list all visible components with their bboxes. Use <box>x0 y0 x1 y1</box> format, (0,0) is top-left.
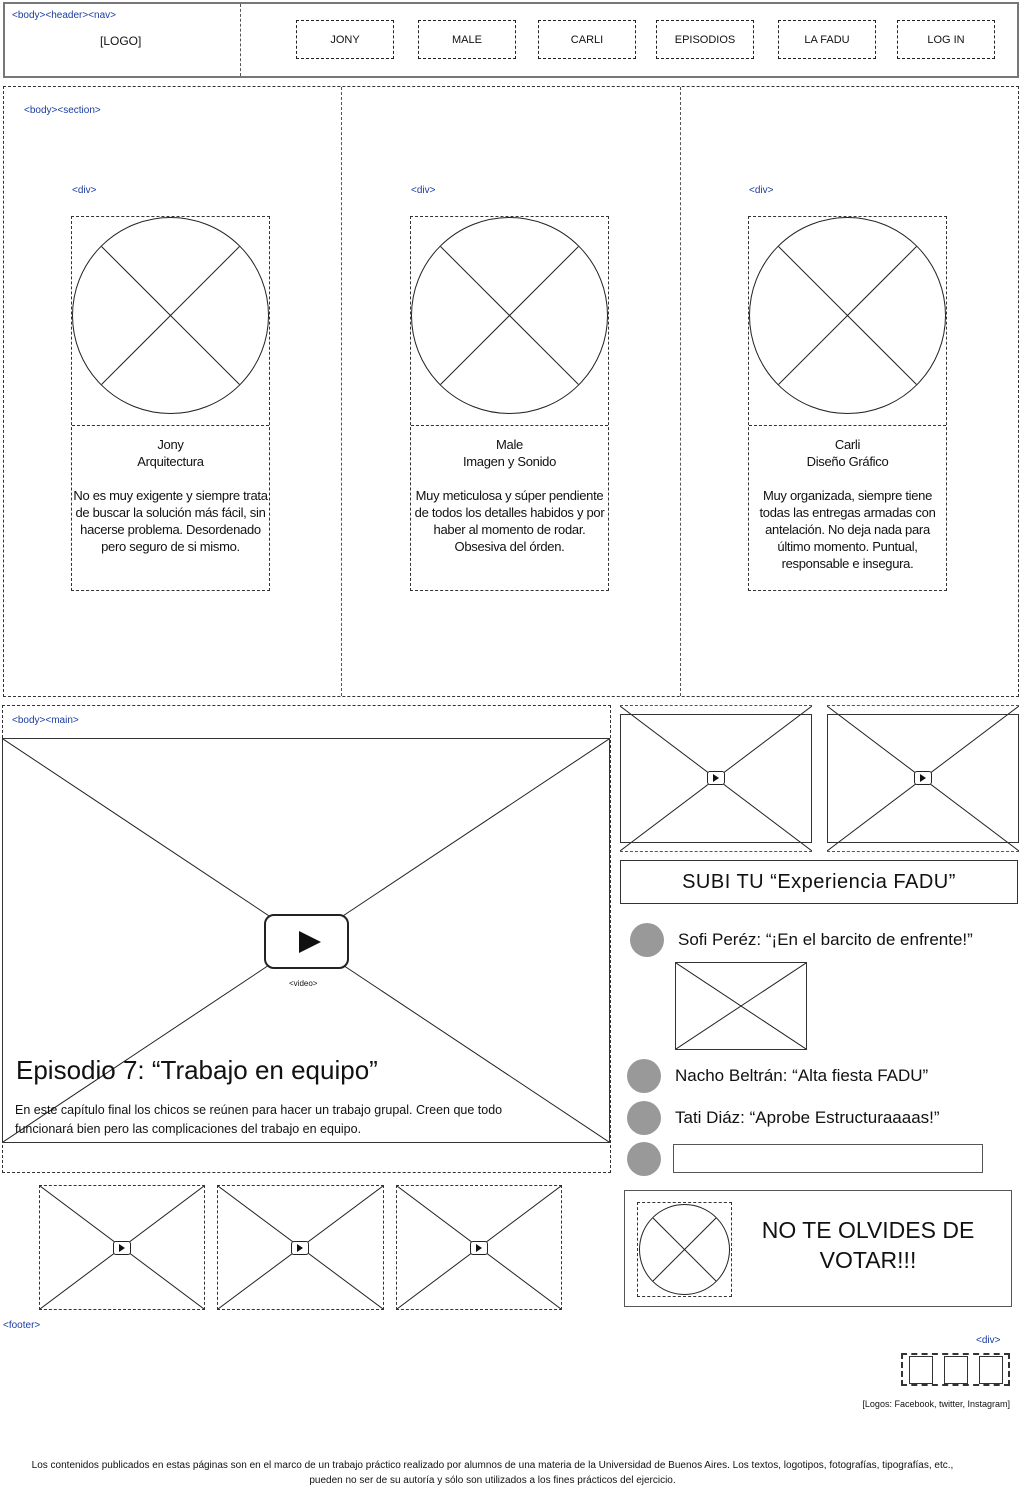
comment-input[interactable] <box>673 1144 983 1173</box>
nav-log-in[interactable]: LOG IN <box>897 20 995 59</box>
avatar <box>630 923 664 957</box>
avatar <box>627 1142 661 1176</box>
nav-episodios[interactable]: EPISODIOS <box>656 20 754 59</box>
profile-image-placeholder <box>749 217 946 414</box>
facebook-icon[interactable] <box>909 1356 933 1384</box>
play-icon <box>291 1241 309 1255</box>
video-tag: <video> <box>289 979 318 988</box>
vote-banner[interactable] <box>624 1190 1012 1307</box>
div-tag: <div> <box>411 185 436 196</box>
profile-name: Jony <box>157 437 184 452</box>
twitter-icon[interactable] <box>944 1356 968 1384</box>
video-thumbnail[interactable] <box>827 705 1019 852</box>
section-tag: <body><section> <box>24 105 101 116</box>
logo[interactable]: [LOGO] <box>100 34 142 48</box>
episode-desc: En este capítulo final los chicos se reúnen para hacer un trabajo grupal. Creen que todo funcionará bien pero las complicaciones del trabajo en equipo. <box>15 1103 503 1136</box>
profile-card-carli <box>748 216 947 591</box>
profile-career: Arquitectura <box>137 454 204 469</box>
nav-jony[interactable]: JONY <box>296 20 394 59</box>
nav-la-fadu[interactable]: LA FADU <box>778 20 876 59</box>
comment: Sofi Peréz: “¡En el barcito de enfrente!” <box>678 930 973 949</box>
disclaimer: Los contenidos publicados en estas páginas son en el marco de un trabajo práctico realizado por alumnos de una materia de la Universidad de Buenos Aires. Los textos, logotipos, fotografías, tipografías, etc., pueden no ser de su autoría y sólo son utilizados a los fines prácticos del ejercicio. <box>31 1460 954 1486</box>
play-icon <box>113 1241 131 1255</box>
placeholder-cross-icon <box>750 218 945 413</box>
profile-desc: No es muy exigente y siempre trata de buscar la solución más fácil, sin hacerse problema. Desordenado pero seguro de si mismo. <box>73 488 268 554</box>
vote-text: NO TE OLVIDES DE VOTAR!!! <box>761 1217 975 1273</box>
comment-image[interactable] <box>675 962 807 1050</box>
play-icon <box>470 1241 488 1255</box>
episode-title: Episodio 7: “Trabajo en equipo” <box>16 1055 378 1085</box>
profile-career: Diseño Gráfico <box>806 454 889 469</box>
video-thumbnail[interactable] <box>39 1185 205 1310</box>
div-tag: <div> <box>749 185 774 196</box>
avatar <box>627 1059 661 1093</box>
play-icon[interactable] <box>264 914 349 969</box>
div-tag: <div> <box>72 185 97 196</box>
play-icon <box>707 771 725 785</box>
profile-card-male <box>410 216 609 591</box>
profile-career: Imagen y Sonido <box>462 454 557 469</box>
placeholder-cross-icon <box>676 963 806 1049</box>
profile-card-jony <box>71 216 270 591</box>
play-icon <box>914 771 932 785</box>
comment: Tati Diáz: “Aprobe Estructuraaaas!” <box>675 1108 940 1127</box>
profile-name: Carli <box>834 437 861 452</box>
instagram-icon[interactable] <box>979 1356 1003 1384</box>
video-thumbnail[interactable] <box>217 1185 384 1310</box>
main-tag: <body><main> <box>12 715 79 726</box>
placeholder-cross-icon <box>73 218 268 413</box>
avatar <box>627 1101 661 1135</box>
nav-male[interactable]: MALE <box>418 20 516 59</box>
profile-image-placeholder <box>72 217 269 414</box>
div-tag: <div> <box>976 1335 1001 1346</box>
social-logos-label: [Logos: Facebook, twitter, Instagram] <box>862 1399 1010 1409</box>
profile-name: Male <box>496 437 523 452</box>
profile-desc: Muy meticulosa y súper pendiente de todos los detalles habidos y por haber al momento de rodar. Obsesiva del órden. <box>414 488 605 554</box>
vote-image-placeholder <box>639 1204 730 1295</box>
upload-experience-button[interactable]: SUBI TU “Experiencia FADU” <box>620 860 1018 904</box>
nav-carli[interactable]: CARLI <box>538 20 636 59</box>
social-icons <box>901 1353 1010 1386</box>
video-player[interactable] <box>2 738 610 1143</box>
placeholder-cross-icon <box>412 218 607 413</box>
profile-desc: Muy organizada, siempre tiene todas las entregas armadas con antelación. No deja nada para último momento. Puntual, responsable e insegura. <box>759 488 936 571</box>
column-divider <box>680 87 681 696</box>
comment: Nacho Beltrán: “Alta fiesta FADU” <box>675 1066 929 1085</box>
header-tag: <body><header><nav> <box>12 10 116 21</box>
placeholder-cross-icon <box>640 1205 729 1294</box>
vote-image-frame <box>637 1202 732 1297</box>
footer-tag: <footer> <box>3 1320 41 1331</box>
column-divider <box>341 87 342 696</box>
profile-image-placeholder <box>411 217 608 414</box>
video-thumbnail[interactable] <box>396 1185 562 1310</box>
video-thumbnail[interactable] <box>620 705 812 852</box>
